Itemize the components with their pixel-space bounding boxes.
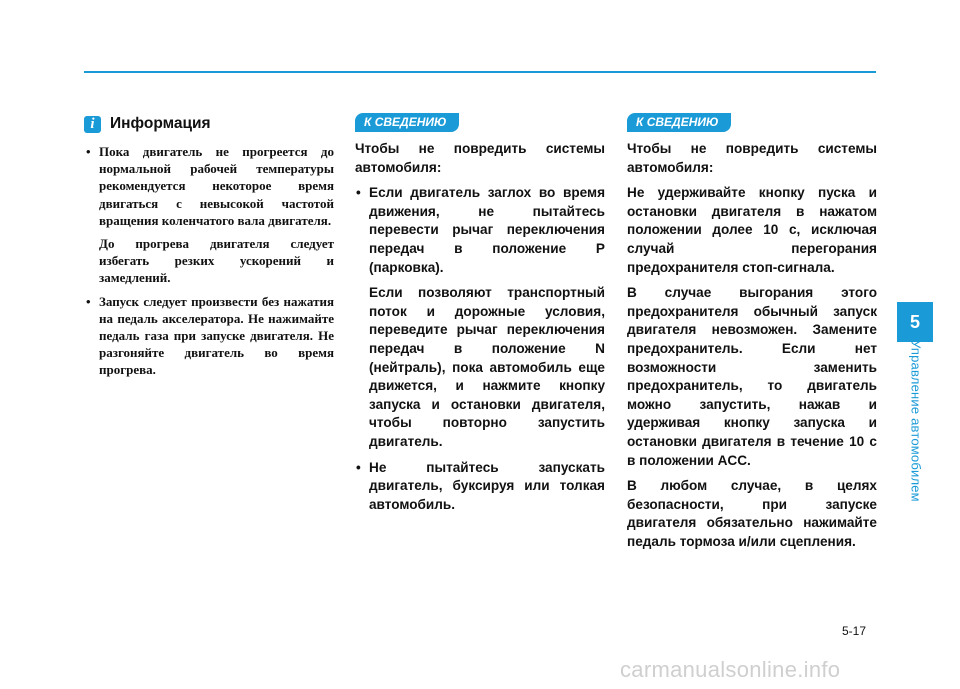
notice-intro: Чтобы не повредить системы автомобиля:	[627, 141, 877, 175]
list-item	[355, 184, 605, 451]
notice1-bullet-1: • Если двигатель заглох во время движения, не пытайтесь перевести рычаг переключения передач в положение P (парковка).	[369, 185, 605, 275]
info-icon: i	[84, 116, 101, 133]
info-bullet-1: • Пока двигатель не прогреется до нормальной рабочей температуры рекомендуется некоторое время двигаться с невысокой частотой вращения коленчатого вала двигателя.	[99, 144, 334, 228]
info-title: Информация	[110, 115, 211, 132]
notice-intro: Чтобы не повредить системы автомобиля:	[355, 141, 605, 175]
notice-body-2	[627, 140, 877, 551]
chapter-tab[interactable]: 5	[897, 302, 933, 342]
notice-badge: К СВЕДЕНИЮ	[627, 113, 731, 132]
notice2-paragraph-1: Не удерживайте кнопку пуска и остановки двигателя в нажатом положении долее 10 с, исключая случай перегорания предохранителя стоп-сигнала.	[627, 185, 877, 275]
list-item	[355, 459, 605, 515]
notice-section-1	[355, 113, 605, 521]
info-section	[84, 113, 334, 385]
notice-section-2	[627, 113, 877, 558]
notice1-bullet-1-sub: Если позволяют транспортный поток и дорожные условия, переведите рычаг переключения передач в положение N (нейтраль), пока автомобиль еще движется, и нажмите кнопку запуска и остановки двигателя, чтобы повторно запустить двигатель.	[369, 285, 605, 449]
info-bullet-2: • Запуск следует произвести без нажатия на педаль акселератора. Не нажимайте педаль газа при запуске двигателя. Не разгоняйте двигатель во время прогрева.	[99, 293, 334, 378]
list-item	[84, 293, 334, 379]
info-header	[84, 113, 334, 135]
list-item	[84, 143, 334, 287]
notice2-paragraph-2: В случае выгорания этого предохранителя обычный запуск двигателя невозможен. Замените предохранитель. Если нет возможности заменить предохранитель, то двигатель можно запустить, нажав и удерживая кнопку запуска и остановки двигателя в течение 10 с в положении ACC.	[627, 285, 877, 468]
notice1-bullet-2: • Не пытайтесь запускать двигатель, буксируя или толкая автомобиль.	[369, 459, 605, 512]
watermark: carmanualsonline.info	[620, 657, 841, 682]
chapter-title: Управление автомобилем	[908, 340, 924, 502]
info-list	[84, 143, 334, 379]
notice-badge: К СВЕДЕНИЮ	[355, 113, 459, 132]
page-number: 5-17	[842, 624, 867, 638]
notice-list	[355, 184, 605, 514]
notice-body-1	[355, 140, 605, 514]
header-rule	[84, 71, 876, 73]
info-bullet-1-sub: До прогрева двигателя следует избегать резких ускорений и замедлений.	[99, 236, 334, 286]
notice2-paragraph-3: В любом случае, в целях безопасности, при запуске двигателя обязательно нажимайте педаль тормоза и/или сцепления.	[627, 478, 877, 549]
